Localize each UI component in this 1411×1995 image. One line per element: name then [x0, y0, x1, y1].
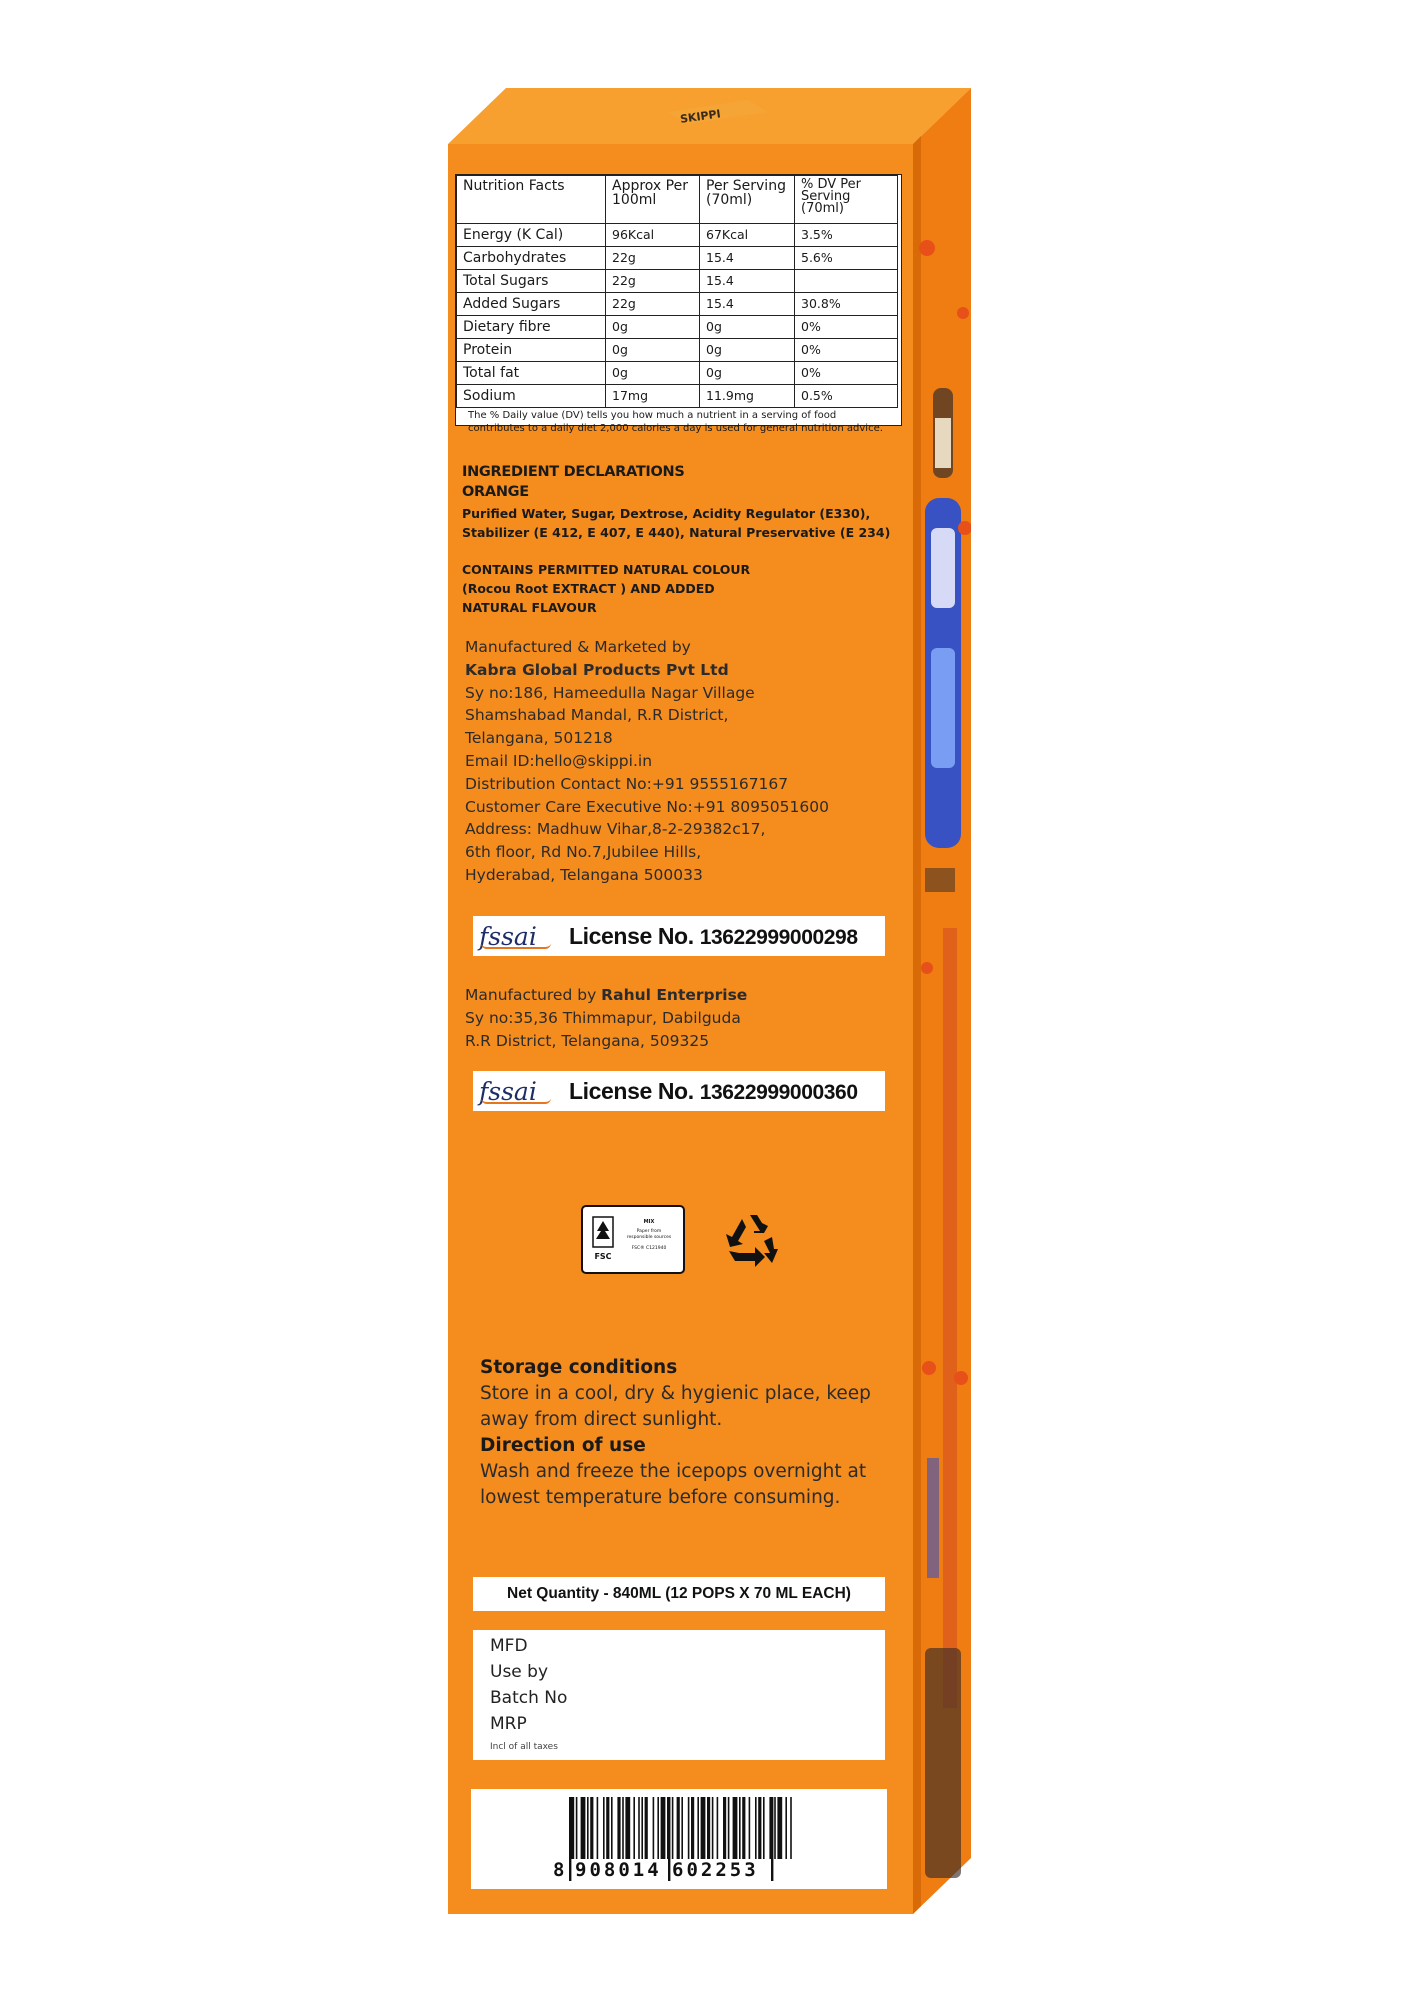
nutrient-name: Protein	[457, 339, 606, 362]
barcode-bar	[755, 1797, 757, 1859]
nutrition-row	[457, 270, 898, 293]
svg-text:responsible sources: responsible sources	[626, 1235, 672, 1240]
nutrient-name: Added Sugars	[457, 293, 606, 316]
use-by-label: Use by	[490, 1662, 549, 1682]
barcode-bar	[774, 1797, 776, 1859]
barcode-bar	[590, 1797, 593, 1859]
colour-line: CONTAINS PERMITTED NATURAL COLOUR	[462, 562, 751, 577]
svg-text:FSC® C121940: FSC® C121940	[631, 1246, 667, 1251]
marketer-line: Shamshabad Mandal, R.R District,	[465, 706, 729, 725]
colour-line: NATURAL FLAVOUR	[462, 600, 597, 615]
net-quantity: Net Quantity - 840ML (12 POPS X 70 ML EACH)	[473, 1577, 885, 1611]
barcode-bar	[777, 1797, 782, 1859]
fsc-logo	[581, 1205, 685, 1274]
nutrient-dv: 30.8%	[795, 293, 898, 316]
manufacturer-line: R.R District, Telangana, 509325	[465, 1031, 710, 1050]
nutrient-dv: 0.5%	[795, 385, 898, 408]
nutrient-per-serving: 15.4	[700, 247, 795, 270]
svg-text:Paper from: Paper from	[636, 1229, 662, 1234]
barcode-bar	[625, 1797, 630, 1859]
barcode-bar	[617, 1797, 620, 1859]
nutrition-row	[457, 293, 898, 316]
manufacturer-info	[465, 984, 905, 1052]
barcode-bar	[691, 1797, 694, 1859]
manufacturer-line: Sy no:35,36 Thimmapur, Dabilguda	[465, 1008, 741, 1027]
license-number: 13622999000298	[699, 925, 858, 949]
fssai-license-1	[473, 916, 885, 956]
marketer-line: Address: Madhuw Vihar,8-2-29382c17,	[465, 820, 766, 839]
box-side-face	[913, 88, 971, 1914]
license-label: License No. 13622999000298	[569, 922, 858, 949]
marketer-label: Manufactured & Marketed by	[465, 638, 691, 656]
barcode-bar	[785, 1797, 787, 1859]
barcode-box	[471, 1789, 887, 1889]
storage-section	[480, 1355, 900, 1511]
license-number: 13622999000360	[699, 1080, 858, 1104]
batch-label: Batch No	[490, 1688, 568, 1708]
nutrient-dv: 0%	[795, 316, 898, 339]
barcode-bar	[587, 1797, 589, 1859]
nutrient-dv: 3.5%	[795, 224, 898, 247]
barcode-bar	[633, 1797, 635, 1859]
storage-title: Storage conditions	[480, 1357, 678, 1378]
nutrition-row	[457, 385, 898, 408]
ingredient-title: INGREDIENT DECLARATIONS	[462, 464, 685, 480]
direction-title: Direction of use	[480, 1435, 646, 1456]
barcode-bar	[733, 1797, 738, 1859]
nutrition-header-row	[457, 176, 898, 224]
nutrition-row	[457, 224, 898, 247]
barcode-bar	[597, 1797, 599, 1859]
barcode-guard-bar	[771, 1797, 773, 1881]
nutrient-per-serving: 67Kcal	[700, 224, 795, 247]
barcode-bar	[606, 1797, 609, 1859]
nutrition-header-cell: Per Serving (70ml)	[700, 176, 795, 224]
nutrient-per-serving: 0g	[700, 362, 795, 385]
marketer-line: Customer Care Executive No:+91 8095051600	[465, 797, 829, 816]
marketer-line: Sy no:186, Hameedulla Nagar Village	[465, 683, 755, 702]
manufacturer-company: Rahul Enterprise	[601, 986, 748, 1004]
barcode-bar	[638, 1797, 640, 1859]
barcode-bar	[681, 1797, 683, 1859]
nutrient-per100: 0g	[606, 316, 700, 339]
nutrient-dv: 5.6%	[795, 247, 898, 270]
barcode-bar	[653, 1797, 655, 1859]
barcode-bar	[701, 1797, 706, 1859]
barcode-bar	[742, 1797, 745, 1859]
barcode-guard-bar	[569, 1797, 571, 1881]
marketer-line: Distribution Contact No:+91 9555167167	[465, 774, 789, 793]
nutrient-dv: 0%	[795, 362, 898, 385]
batch-info-box	[473, 1630, 885, 1760]
license-label: License No. 13622999000360	[569, 1077, 858, 1104]
nutrition-table	[456, 175, 898, 408]
ingredient-flavour: ORANGE	[462, 484, 529, 500]
barcode-bar	[739, 1797, 741, 1859]
nutrient-per100: 0g	[606, 339, 700, 362]
barcode-guard-bar	[668, 1797, 670, 1881]
nutrient-name: Carbohydrates	[457, 247, 606, 270]
barcode-bar	[657, 1797, 659, 1859]
nutrient-per-serving: 15.4	[700, 293, 795, 316]
mfd-label: MFD	[490, 1636, 528, 1656]
fssai-logo: fssai	[479, 922, 557, 951]
barcode-bar	[641, 1797, 643, 1859]
nutrient-per-serving: 11.9mg	[700, 385, 795, 408]
svg-text:SKIPPI: SKIPPI	[679, 107, 722, 126]
nutrient-dv	[795, 270, 898, 293]
manufacturer-heading: Manufactured by Rahul Enterprise	[465, 986, 748, 1004]
nutrient-name: Energy (K Cal)	[457, 224, 606, 247]
nutrition-header-cell: Approx Per 100ml	[606, 176, 700, 224]
recycle-icon	[720, 1209, 780, 1269]
nutrient-per100: 22g	[606, 293, 700, 316]
barcode-bar	[758, 1797, 761, 1859]
barcode-bar	[672, 1797, 674, 1859]
barcode-bar	[611, 1797, 613, 1859]
direction-text: Wash and freeze the icepops overnight at lowest temperature before consuming.	[480, 1461, 867, 1508]
nutrient-name: Total fat	[457, 362, 606, 385]
ingredient-declarations	[462, 462, 912, 617]
barcode	[471, 1789, 887, 1889]
taxes-note: Incl of all taxes	[490, 1742, 558, 1752]
marketer-company: Kabra Global Products Pvt Ltd	[465, 660, 729, 679]
nutrient-per100: 22g	[606, 247, 700, 270]
barcode-bar	[622, 1797, 624, 1859]
nutrient-per-serving: 0g	[700, 316, 795, 339]
barcode-bar	[697, 1797, 699, 1859]
box-top-face	[448, 88, 971, 144]
nutrition-row	[457, 362, 898, 385]
barcode-bar	[576, 1797, 578, 1859]
fssai-license-2	[473, 1071, 885, 1111]
nutrition-row	[457, 316, 898, 339]
marketer-line: Telangana, 501218	[465, 729, 613, 748]
barcode-bar	[688, 1797, 690, 1859]
marketer-info	[465, 636, 905, 887]
marketer-line: Hyderabad, Telangana 500033	[465, 865, 703, 884]
barcode-bar	[749, 1797, 751, 1859]
barcode-bar	[763, 1797, 765, 1859]
nutrient-per-serving: 0g	[700, 339, 795, 362]
barcode-bar	[677, 1797, 680, 1859]
nutrient-per100: 0g	[606, 362, 700, 385]
storage-text: Store in a cool, dry & hygienic place, keep away from direct sunlight.	[480, 1383, 871, 1430]
nutrition-row	[457, 247, 898, 270]
barcode-bar	[645, 1797, 648, 1859]
ingredient-list: Purified Water, Sugar, Dextrose, Acidity Regulator (E330), Stabilizer (E 412, E 407, E 440), Natural Preservative (E 234)	[462, 506, 891, 540]
nutrition-footnote: The % Daily value (DV) tells you how much a nutrient in a serving of food contributes to a daily diet 2,000 calories a day is used for general nutrition advice.	[468, 410, 883, 434]
marketer-line: 6th floor, Rd No.7,Jubilee Hills,	[465, 843, 702, 862]
nutrient-name: Sodium	[457, 385, 606, 408]
nutrient-per100: 22g	[606, 270, 700, 293]
barcode-bar	[717, 1797, 719, 1859]
marketer-line: Email ID:hello@skippi.in	[465, 751, 653, 770]
colour-declaration	[462, 560, 912, 617]
barcode-bar	[603, 1797, 605, 1859]
barcode-bar	[712, 1797, 714, 1859]
nutrient-dv: 0%	[795, 339, 898, 362]
barcode-digits-right: 602253	[672, 1859, 759, 1881]
barcode-digits-left: 908014	[575, 1859, 662, 1881]
barcode-bar	[581, 1797, 586, 1859]
svg-text:MIX: MIX	[643, 1219, 655, 1225]
barcode-bar	[707, 1797, 710, 1859]
nutrient-name: Dietary fibre	[457, 316, 606, 339]
svg-text:FSC: FSC	[594, 1252, 612, 1261]
nutrient-per100: 17mg	[606, 385, 700, 408]
colour-line: (Rocou Root EXTRACT ) AND ADDED	[462, 581, 715, 596]
nutrient-name: Total Sugars	[457, 270, 606, 293]
barcode-bar	[728, 1797, 730, 1859]
barcode-digit-first: 8	[553, 1859, 565, 1881]
nutrition-row	[457, 339, 898, 362]
fssai-logo: fssai	[479, 1077, 557, 1106]
nutrient-per-serving: 15.4	[700, 270, 795, 293]
barcode-bar	[661, 1797, 666, 1859]
nutrition-header-cell: Nutrition Facts	[457, 176, 606, 224]
nutrition-header-cell: % DV Per Serving (70ml)	[795, 176, 898, 224]
nutrient-per100: 96Kcal	[606, 224, 700, 247]
barcode-bar	[723, 1797, 726, 1859]
nutrition-facts-panel	[455, 174, 902, 434]
barcode-bar	[790, 1797, 792, 1859]
barcode-bar	[571, 1797, 574, 1859]
mrp-label: MRP	[490, 1714, 527, 1734]
